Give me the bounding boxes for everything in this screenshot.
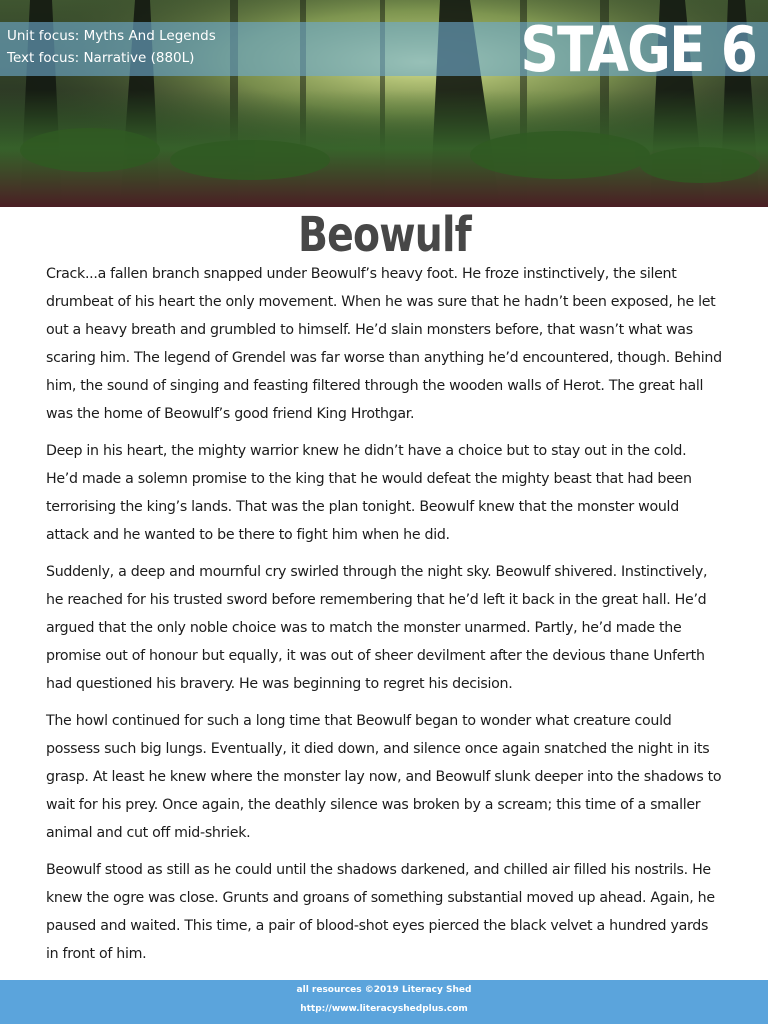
paragraph-2: Deep in his heart, the mighty warrior knew he didn’t have a choice but to stay out in the cold. He’d made a solemn promise to the king that he would defeat the mighty beast that had been terrorising the king’s lands. That was the plan tonight. Beowulf knew that the monster would attack and he wanted to be there to fight him when he did. — [46, 443, 692, 543]
footer-bar — [0, 980, 768, 1024]
paragraph-3: Suddenly, a deep and mournful cry swirled through the night sky. Beowulf shivered. Instinctively, he reached for his trusted sword before remembering that he’d left it back in the great hall. He’d argued that the only noble choice was to match the monster unarmed. Partly, he’d made the promise out of honour but equally, it was out of sheer devilment after the devious thane Unferth had questioned his bravery. He was beginning to regret his decision. — [46, 564, 708, 692]
footer-url: http://www.literacyshedplus.com — [300, 1004, 468, 1014]
text-focus: Text focus: Narrative (880L) — [7, 50, 195, 66]
unit-focus: Unit focus: Myths And Legends — [7, 28, 216, 44]
paragraph-1: Crack...a fallen branch snapped under Beowulf’s heavy foot. He froze instinctively, the silent drumbeat of his heart the only movement. When he was sure that he hadn’t been exposed, he let out a heavy breath and grumbled to himself. He’d slain monsters before, that wasn’t what was scaring him. The legend of Grendel was far worse than anything he’d encountered, though. Behind him, the sound of singing and feasting filtered through the wooden walls of Herot. The great hall was the home of Beowulf’s good friend King Hrothgar. — [46, 266, 722, 422]
story-title: Beowulf — [297, 207, 471, 263]
stage-label: STAGE 6 — [520, 13, 756, 86]
header-banner — [0, 0, 768, 207]
story-body — [46, 260, 722, 977]
footer-copyright: all resources ©2019 Literacy Shed — [296, 985, 472, 995]
paragraph-4: The howl continued for such a long time that Beowulf began to wonder what creature could possess such big lungs. Eventually, it died down, and silence once again snatched the night in its grasp. At least he knew where the monster lay now, and Beowulf slunk deeper into the shadows to wait for his prey. Once again, the deathly silence was broken by a scream; this time of a smaller animal and cut off mid-shriek. — [46, 713, 722, 841]
paragraph-5: Beowulf stood as still as he could until the shadows darkened, and chilled air filled his nostrils. He knew the ogre was close. Grunts and groans of something substantial moved up ahead. Again, he paused and waited. This time, a pair of blood-shot eyes pierced the black velvet a hundred yards in front of him. — [46, 862, 715, 962]
